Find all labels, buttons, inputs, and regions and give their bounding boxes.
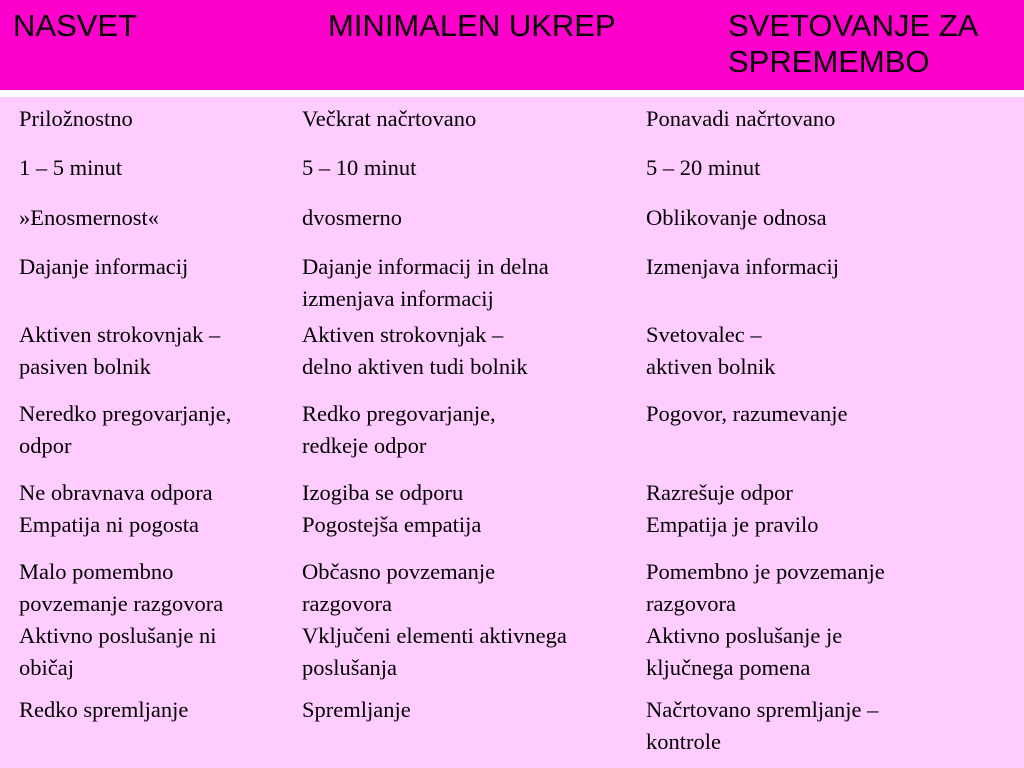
table-cell: Izmenjava informacij (646, 254, 840, 279)
table-cell: 1 – 5 minut (19, 155, 123, 180)
table-cell: Neredko pregovarjanje, odpor (19, 401, 232, 458)
table-cell: Ponavadi načrtovano (646, 106, 836, 131)
table-cell: Izogiba se odporu Pogostejša empatija (302, 480, 482, 537)
header-minimalen-ukrep: MINIMALEN UKREP (328, 8, 616, 43)
table-cell: Redko pregovarjanje, redkeje odpor (302, 401, 496, 458)
table-cell: Aktiven strokovnjak – pasiven bolnik (19, 322, 221, 379)
table-header (0, 0, 1024, 90)
table-cell: Oblikovanje odnosa (646, 205, 827, 230)
table-cell: Dajanje informacij (19, 254, 189, 279)
table-cell: Pogovor, razumevanje (646, 401, 848, 426)
table-cell: dvosmerno (302, 205, 402, 230)
table-cell: Razrešuje odpor Empatija je pravilo (646, 480, 819, 537)
header-svetovanje-za-spremembo: SVETOVANJE ZA SPREMEMBO (728, 8, 979, 79)
table-cell: Redko spremljanje (19, 697, 189, 722)
table-cell: Večkrat načrtovano (302, 106, 477, 131)
table-cell: Spremljanje (302, 697, 411, 722)
table-cell: Priložnostno (19, 106, 133, 131)
header-nasvet: NASVET (13, 8, 138, 43)
table-cell: 5 – 20 minut (646, 155, 761, 180)
table-cell: Občasno povzemanje razgovora Vključeni elementi aktivnega poslušanja (302, 559, 567, 680)
table-cell: »Enosmernost« (19, 205, 159, 230)
table-cell: Malo pomembno povzemanje razgovora Aktivno poslušanje ni običaj (19, 559, 224, 680)
table-cell: Ne obravnava odpora Empatija ni pogosta (19, 480, 213, 537)
table-cell: Načrtovano spremljanje – kontrole (646, 697, 879, 754)
header-divider (0, 90, 1024, 97)
table-cell: Svetovalec – aktiven bolnik (646, 322, 776, 379)
table-cell: Aktiven strokovnjak – delno aktiven tudi bolnik (302, 322, 528, 379)
table-cell: 5 – 10 minut (302, 155, 417, 180)
table-cell: Dajanje informacij in delna izmenjava informacij (302, 254, 549, 311)
table-cell: Pomembno je povzemanje razgovora Aktivno poslušanje je ključnega pomena (646, 559, 885, 680)
